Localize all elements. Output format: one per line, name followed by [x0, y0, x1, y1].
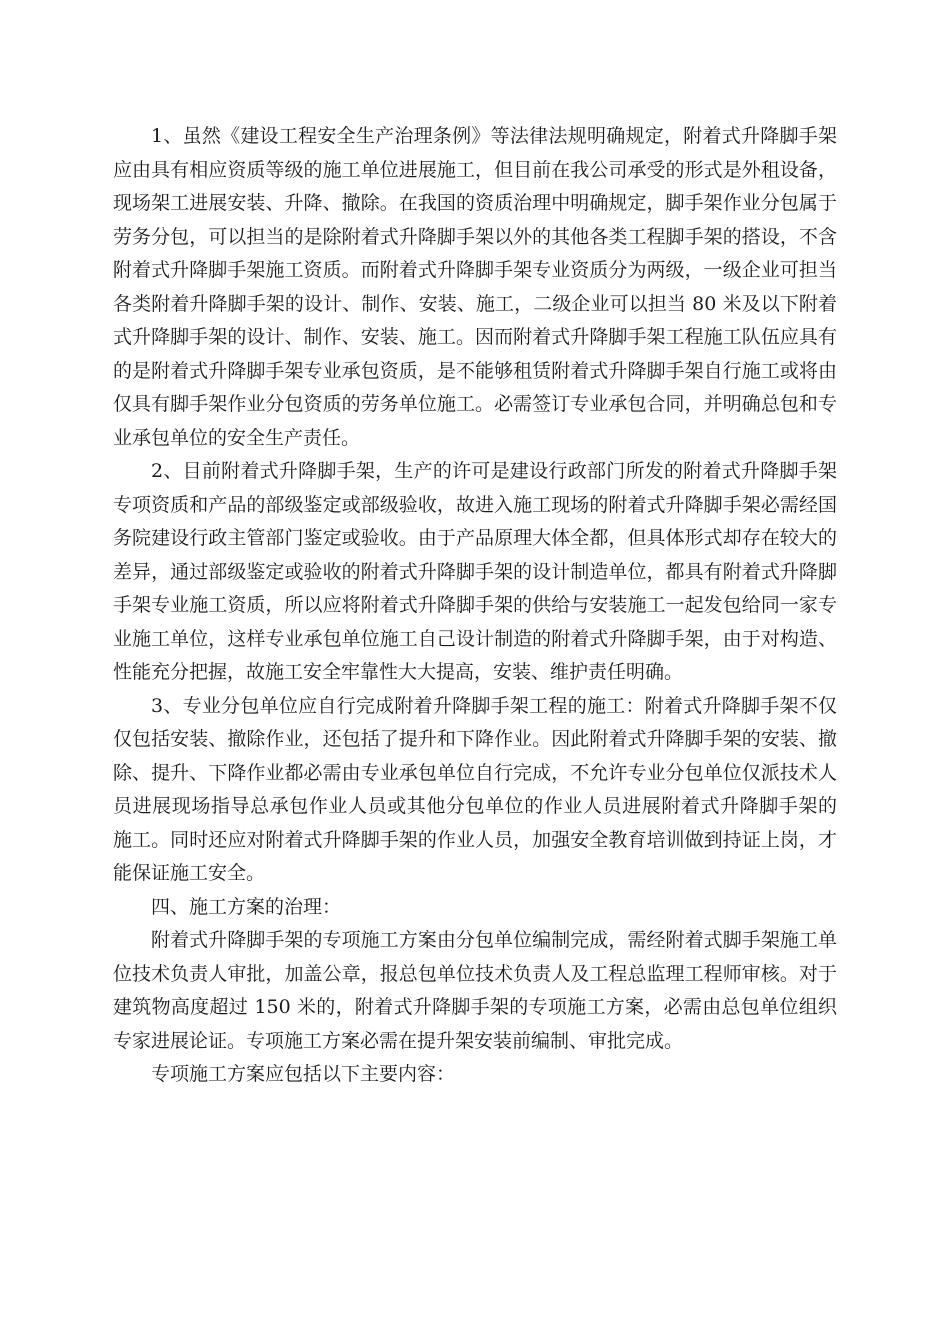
paragraph-4: 附着式升降脚手架的专项施工方案由分包单位编制完成，需经附着式脚手架施工单位技术负责人审批，加盖公章，报总包单位技术负责人及工程总监理工程师审核。对于建筑物高度超过 150 米的，附着式升降脚手架的专项施工方案，必需由总包单位组织专家进展论证。专项施工方案必需在提升架安装前编制、审批完成。: [113, 929, 837, 1052]
paragraph-3: 3、专业分包单位应自行完成附着升降脚手架工程的施工：附着式升降脚手架不仅仅包括安装、撤除作业，还包括了提升和下降作业。因此附着式升降脚手架的安装、撤除、提升、下降作业都必需由专业承包单位自行完成，不允许专业分包单位仅派技术人员进展现场指导总承包作业人员或其他分包单位的作业人员进展附着式升降脚手架的 施工。同时还应对附着式升降脚手架的作业人员，加强安全教育培训做到持证上岗，才能保证施工安全。: [113, 694, 837, 884]
paragraph-1: 1、虽然《建设工程安全生产治理条例》等法律法规明确规定，附着式升降脚手架应由具有相应资质等级的施工单位进展施工，但目前在我公司承受的形式是外租设备，现场架工进展安装、升降、撤除。在我国的资质治理中明确规定，脚手架作业分包属于劳务分包，可以担当的是除附着式升降脚手架以外的其他各类工程脚手架的搭设，不含附着式升降脚手架施工资质。而附着式升降脚手架专业资质分为两级，一级企业可担当各类附着升降脚手架的设计、制作、安装、施工，二级企业可以担当 80 米及以下附着式升降脚手架的设计、制作、安装、施工。因而附着式升降脚手架工程施工队伍应具有的是附着式升降脚手架专业承包资质，是不能够租赁附着式升降脚手架自行施工或将由仅具有脚手架作业分包资质的劳务单位施工。必需签订专业承包合同，并明确总包和专业承包单位的安全生产责任。: [113, 125, 837, 449]
paragraph-2: 2、目前附着式升降脚手架，生产的许可是建设行政部门所发的附着式升降脚手架专项资质和产品的部级鉴定或部级验收，故进入施工现场的附着式升降脚手架必需经国务院建设行政主管部门鉴定或验收。由于产品原理大体全都，但具体形式却存在较大的差异，通过部级鉴定或验收的附着式升降脚手架的设计制造单位，都具有附着式升降脚手架专业施工资质，所以应将附着式升降脚手架的供给与安装施工一起发包给同一家专业施工单位，这样专业承包单位施工自己设计制造的附着式升降脚手架，由于对构造、性能充分把握，故施工安全牢靠性大大提高，安装、维护责任明确。: [113, 460, 837, 683]
document-body: [113, 120, 837, 1092]
section-heading-construction-plan: 四、施工方案的治理：: [151, 895, 342, 918]
paragraph-5: 专项施工方案应包括以下主要内容：: [151, 1063, 456, 1085]
